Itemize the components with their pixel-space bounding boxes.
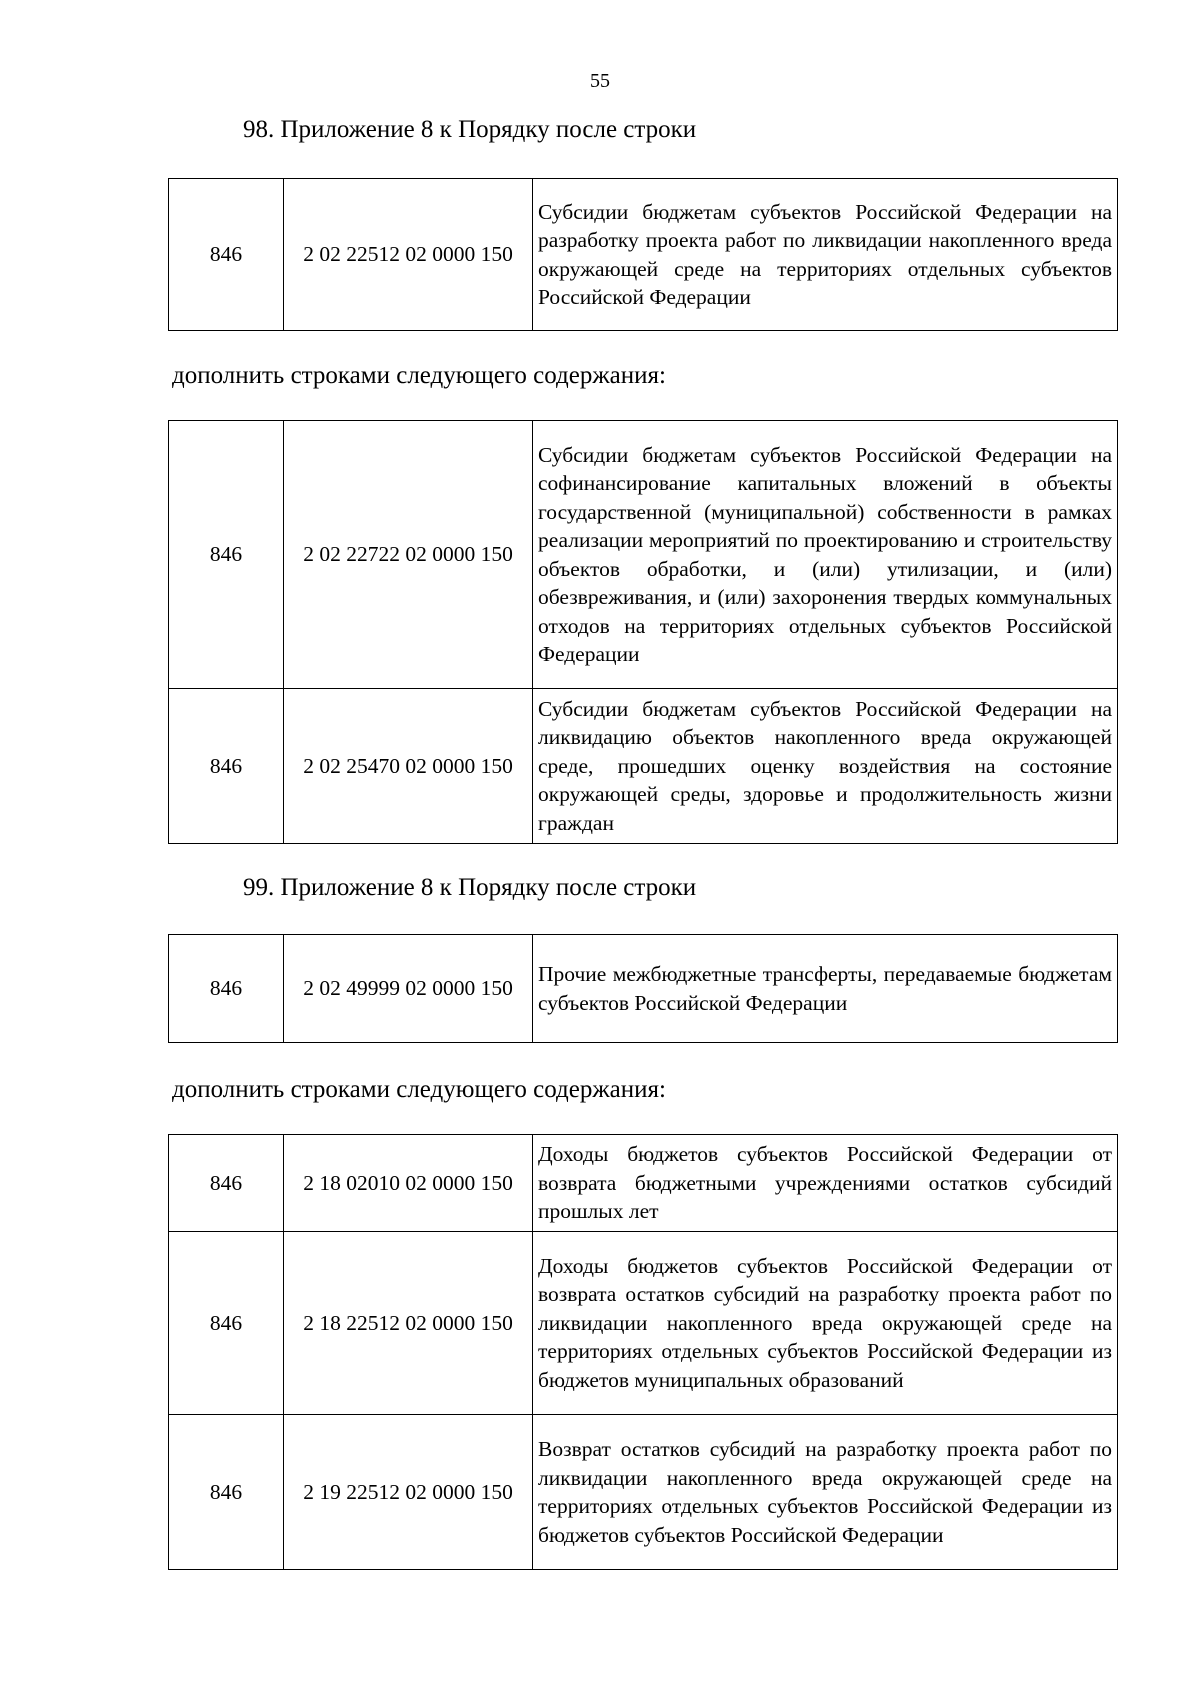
table-row (169, 421, 1118, 689)
table-row (169, 689, 1118, 844)
revenue-name-cell: Субсидии бюджетам субъектов Российской Федерации на разработку проекта работ по ликвидации накопленного вреда окружающей среде на территориях отдельных субъектов Российской Федерации (533, 179, 1118, 331)
table-row (169, 935, 1118, 1043)
revenue-name-cell: Прочие межбюджетные трансферты, передаваемые бюджетам субъектов Российской Федерации (533, 935, 1118, 1043)
section-99-heading: 99. Приложение 8 к Порядку после строки (243, 874, 697, 901)
revenue-name-cell: Субсидии бюджетам субъектов Российской Федерации на ликвидацию объектов накопленного вреда окружающей среде, прошедших оценку воздействия на состояние окружающей среды, здоровье и продолжительность жизни граждан (533, 689, 1118, 844)
section-98-add-text: дополнить строками следующего содержания: (172, 362, 666, 389)
revenue-name-cell: Доходы бюджетов субъектов Российской Федерации от возврата бюджетными учреждениями остатков субсидий прошлых лет (533, 1135, 1118, 1232)
section-99-add-text: дополнить строками следующего содержания: (172, 1076, 666, 1103)
section-98-before-table (168, 178, 1118, 331)
kbk-code-cell: 2 02 25470 02 0000 150 (284, 689, 533, 844)
table-row (169, 1232, 1118, 1415)
admin-code-cell: 846 (169, 1232, 284, 1415)
kbk-code-cell: 2 18 22512 02 0000 150 (284, 1232, 533, 1415)
kbk-code-cell: 2 18 02010 02 0000 150 (284, 1135, 533, 1232)
section-99-new-rows-table (168, 1134, 1118, 1570)
admin-code-cell: 846 (169, 1415, 284, 1570)
revenue-name-cell: Возврат остатков субсидий на разработку проекта работ по ликвидации накопленного вреда окружающей среде на территориях отдельных субъектов Российской Федерации из бюджетов субъектов Российской Федерации (533, 1415, 1118, 1570)
table-row (169, 179, 1118, 331)
kbk-code-cell: 2 02 22722 02 0000 150 (284, 421, 533, 689)
revenue-name-cell: Субсидии бюджетам субъектов Российской Федерации на софинансирование капитальных вложений в объекты государственной (муниципальной) собственности в рамках реализации мероприятий по проектированию и строительству объектов обработки, и (или) утилизации, и (или) обезвреживания, и (или) захоронения твердых коммунальных отходов на территориях отдельных субъектов Российской Федерации (533, 421, 1118, 689)
table-row (169, 1135, 1118, 1232)
admin-code-cell: 846 (169, 179, 284, 331)
admin-code-cell: 846 (169, 1135, 284, 1232)
admin-code-cell: 846 (169, 935, 284, 1043)
section-98-new-rows-table (168, 420, 1118, 844)
section-98-heading: 98. Приложение 8 к Порядку после строки (243, 116, 697, 143)
admin-code-cell: 846 (169, 689, 284, 844)
revenue-name-cell: Доходы бюджетов субъектов Российской Федерации от возврата остатков субсидий на разработку проекта работ по ликвидации накопленного вреда окружающей среде на территориях отдельных субъектов Российской Федерации из бюджетов муниципальных образований (533, 1232, 1118, 1415)
section-99-before-table (168, 934, 1118, 1043)
kbk-code-cell: 2 02 49999 02 0000 150 (284, 935, 533, 1043)
page-number: 55 (590, 70, 610, 92)
kbk-code-cell: 2 02 22512 02 0000 150 (284, 179, 533, 331)
admin-code-cell: 846 (169, 421, 284, 689)
kbk-code-cell: 2 19 22512 02 0000 150 (284, 1415, 533, 1570)
table-row (169, 1415, 1118, 1570)
